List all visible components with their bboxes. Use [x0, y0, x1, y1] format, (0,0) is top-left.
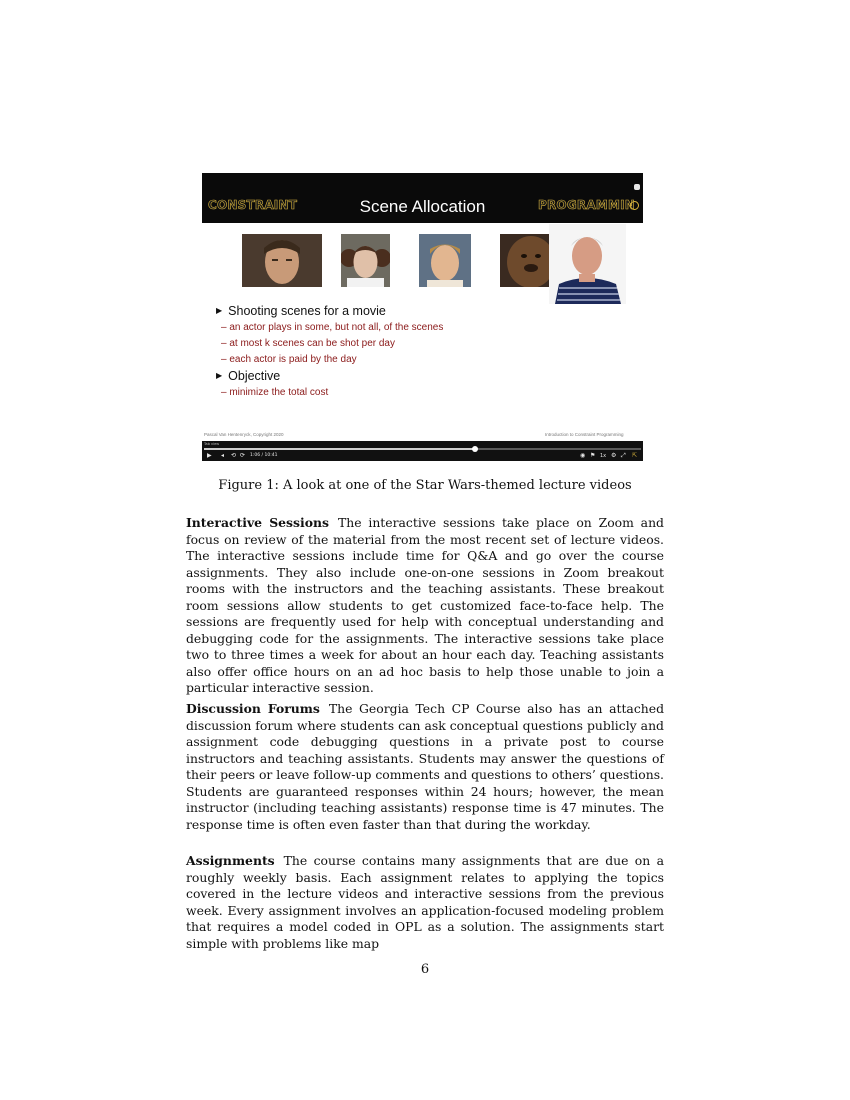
- sub-bullet: – an actor plays in some, but not all, of the scenes: [221, 322, 444, 333]
- slide-footer-right: Introduction to Constraint Programming: [545, 432, 624, 437]
- paragraph-interactive-sessions: [186, 515, 664, 697]
- paragraph-discussion-forums: [186, 701, 664, 833]
- paragraph-heading: Discussion Forums: [186, 701, 320, 716]
- popout-icon[interactable]: ⇱: [632, 452, 638, 459]
- page-number: 6: [420, 962, 430, 977]
- actor-photo: [341, 234, 390, 287]
- captions-icon[interactable]: ◉: [580, 452, 586, 459]
- constraint-logo: CONSTRAINT: [208, 198, 298, 212]
- paragraph-heading: Assignments: [186, 853, 275, 868]
- instructor-webcam: [549, 224, 626, 304]
- play-icon[interactable]: ▶: [207, 452, 212, 459]
- slide-header: [202, 173, 643, 223]
- slide-footer-left: Pascal Van Hentenryck, Copyright 2020: [204, 432, 284, 437]
- paragraph-body: The course contains many assignments that are due on a roughly weekly basis. Each assignment relates to applying the topics covered in the lecture videos and interactive sessions from the previous week. Every assignment involves an application-focused modeling problem that requires a model coded in OPL as a solution. The assignments start simple with problems like map: [186, 853, 664, 951]
- paragraph-body: The Georgia Tech CP Course also has an attached discussion forum where students can ask conceptual questions publicly and assignment code debugging questions in a private post to course instructors and teaching assistants. Students may answer the questions of their peers or leave follow-up comments and questions to others’ questions. Students are guaranteed responses within 24 hours; however, the mean instructor (including teaching assistants) response time is 47 minutes. The response time is often even faster than that during the workday.: [186, 701, 664, 832]
- bullet-triangle-icon: ▶: [216, 371, 223, 380]
- forward-icon[interactable]: ⟳: [240, 452, 246, 459]
- fullscreen-icon[interactable]: ⤢: [621, 452, 626, 459]
- actor-photo: [242, 234, 322, 287]
- bullet-triangle-icon: ▶: [216, 306, 223, 315]
- slide-title: Scene Allocation: [359, 197, 486, 216]
- time-display: 1:06 / 10:41: [250, 453, 278, 458]
- sub-bullet: – minimize the total cost: [221, 387, 329, 398]
- volume-icon[interactable]: ◂: [221, 452, 225, 459]
- info-icon[interactable]: [634, 184, 640, 190]
- playback-speed[interactable]: 1x: [600, 453, 607, 459]
- actor-photo: [419, 234, 471, 287]
- lecture-video-player[interactable]: [202, 173, 643, 461]
- flag-icon[interactable]: ⚑: [590, 452, 596, 459]
- player-controls: [202, 441, 643, 461]
- logo-ring-icon: [630, 201, 639, 210]
- settings-icon[interactable]: ⚙: [611, 452, 617, 459]
- programming-logo: PROGRAMMIN: [538, 198, 636, 212]
- paragraph-assignments: [186, 853, 664, 952]
- figure-caption: Figure 1: A look at one of the Star Wars-themed lecture videos: [218, 478, 632, 493]
- bullet-shooting-scenes: ▶ Shooting scenes for a movie: [216, 304, 386, 318]
- seek-handle[interactable]: [472, 446, 478, 452]
- paragraph-heading: Interactive Sessions: [186, 515, 329, 530]
- paragraph-body: The interactive sessions take place on Zoom and focus on review of the material from the most recent set of lecture videos. The interactive sessions include time for Q&A and go over the course assignments. They also include one-on-one sessions in Zoom breakout rooms with the instructors and the teaching assistants. These breakout room sessions allow students to get customized face-to-face help. The sessions are frequently used for help with conceptual understanding and debugging code for the assignments. The interactive sessions take place two to three times a week for about an hour each day. Teaching assistants also offer office hours on an ad hoc basis to help those unable to join a particular interactive session.: [186, 515, 664, 695]
- player-label: Tab view: [204, 442, 220, 446]
- bullet-objective: ▶ Objective: [216, 369, 281, 383]
- sub-bullet: – at most k scenes can be shot per day: [221, 338, 395, 349]
- rewind-icon[interactable]: ⟲: [231, 452, 237, 459]
- progress-fill: [204, 448, 475, 450]
- sub-bullet: – each actor is paid by the day: [221, 354, 357, 365]
